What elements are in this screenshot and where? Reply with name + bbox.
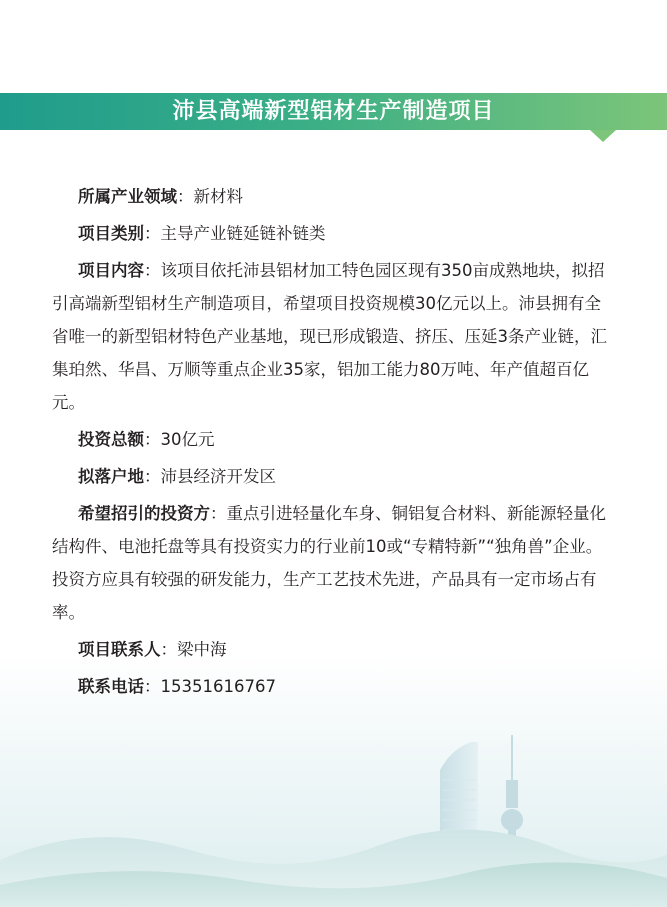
field-total-investment: [52, 423, 612, 456]
title-banner: [0, 93, 667, 130]
field-separator: ：: [144, 224, 161, 243]
field-label: 投资总额: [78, 430, 144, 449]
field-value: 30亿元: [160, 430, 215, 449]
field-separator: ：: [210, 504, 227, 523]
field-target-investor: [52, 497, 612, 629]
field-location: [52, 460, 612, 493]
field-label: 拟落户地: [78, 467, 144, 486]
field-content: [52, 254, 612, 419]
field-label: 项目类别: [78, 224, 144, 243]
banner-pointer: [590, 130, 616, 142]
page-title: 沛县高端新型铝材生产制造项目: [172, 99, 495, 124]
project-details: [52, 180, 612, 707]
field-value: 重点引进轻量化车身、铜铝复合材料、新能源轻量化结构件、电池托盘等具有投资实力的行业前10或“专精特新”“独角兽”企业。投资方应具有较强的研发能力，生产工艺技术先进，产品具有一定市场占有率。: [52, 504, 606, 622]
field-label: 希望招引的投资方: [78, 504, 210, 523]
field-value: 沛县经济开发区: [160, 467, 276, 486]
field-value: 梁中海: [177, 640, 227, 659]
field-category: [52, 217, 612, 250]
field-separator: ：: [144, 430, 161, 449]
field-separator: ：: [144, 261, 161, 280]
field-label: 联系电话: [78, 677, 144, 696]
field-contact-person: [52, 633, 612, 666]
field-label: 所属产业领域: [78, 187, 177, 206]
field-phone: [52, 670, 612, 703]
field-label: 项目联系人: [78, 640, 161, 659]
field-separator: ：: [144, 467, 161, 486]
field-industry: [52, 180, 612, 213]
field-value: 新材料: [193, 187, 243, 206]
field-value: 主导产业链延链补链类: [160, 224, 326, 243]
field-value: 15351616767: [160, 677, 276, 696]
field-separator: ：: [160, 640, 177, 659]
field-value: 该项目依托沛县铝材加工特色园区现有350亩成熟地块，拟招引高端新型铝材生产制造项目，希望项目投资规模30亿元以上。沛县拥有全省唯一的新型铝材特色产业基地，现已形成锻造、挤压、压延3条产业链，汇集珀然、华昌、万顺等重点企业35家，铝加工能力80万吨、年产值超百亿元。: [52, 261, 607, 412]
field-separator: ：: [144, 677, 161, 696]
field-separator: ：: [177, 187, 194, 206]
field-label: 项目内容: [78, 261, 144, 280]
